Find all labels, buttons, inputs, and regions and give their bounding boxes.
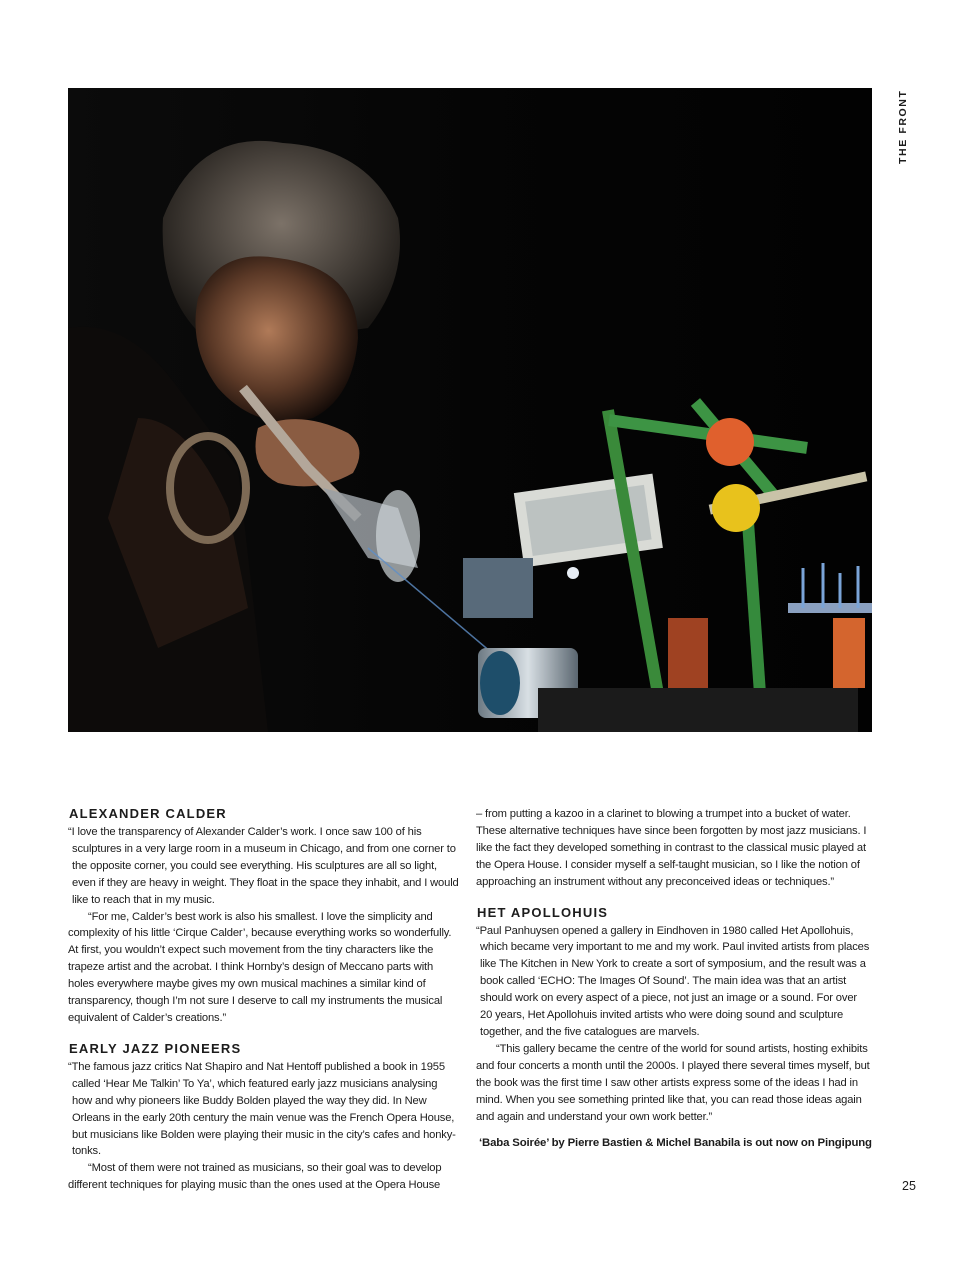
- release-credit: ‘Baba Soirée’ by Pierre Bastien & Michel Banabila is out now on Pingipung: [479, 1137, 872, 1150]
- page-number: 25: [902, 1179, 916, 1193]
- jazz-paragraph-1: “The famous jazz critics Nat Shapiro and Nat Hentoff published a book in 1955 called ‘Hear Me Talkin’ To Ya’, which featured early jazz musicians analysing how and why pioneers like Buddy Bolden played the way they did. In New Orleans in the early 20th century the main venue was the French Opera House, but musicians like Bolden were playing their music in the city’s cafes and honky-tonks.: [68, 1060, 456, 1158]
- section-label: THE FRONT: [897, 90, 909, 165]
- feature-photo: [68, 88, 872, 732]
- calder-paragraph-2: “For me, Calder’s best work is also his smallest. I love the simplicity and complexity of his little ‘Cirque Calder’, because everything works so wonderfully. At first, you wouldn’t expect such movement from the tiny characters like the trapeze artist and the acrobat. I think Hornby’s design of Meccano parts with holes everywhere maybe gives my own musical machines a similar kind of transparency, though I’m not sure I deserve to call my instruments the musical equivalent of Calder’s creations.”: [68, 910, 452, 1024]
- column-right: [476, 806, 872, 1152]
- photo-illustration: [68, 88, 872, 732]
- apollohuis-paragraph-1: “Paul Panhuysen opened a gallery in Eindhoven in 1980 called Het Apollohuis, which became very important to me and my work. Paul invited artists from places like The Kitchen in New York to create a sort of symposium, and the result was a book called ‘ECHO: The Images Of Sound’. The main idea was that an artist should work on every aspect of a piece, not just an image or a sound. For over 20 years, Het Apollohuis invited artists who were doing sound and sculpture together, and the five catalogues are marvels.: [476, 924, 870, 1038]
- apollohuis-paragraph-2: “This gallery became the centre of the world for sound artists, hosting exhibits and four concerts a month until the 2000s. I played there several times myself, but the book was the first time I saw other artists express some of the ideas I had in mind. When you see something printed like that, you can read those ideas again and again and understand your own work better.”: [476, 1042, 870, 1123]
- heading-alexander-calder: ALEXANDER CALDER: [69, 806, 227, 821]
- jazz-paragraph-2-continued: – from putting a kazoo in a clarinet to blowing a trumpet into a bucket of water. These alternative techniques have since been forgotten by most jazz musicians. I like the fact they developed something in contrast to the classical music played at the Opera House. I consider myself a self-taught musician, so I like the notion of approaching an instrument without any preconceived ideas or techniques.”: [476, 808, 867, 888]
- heading-het-apollohuis: HET APOLLOHUIS: [477, 904, 609, 920]
- column-left: [68, 806, 460, 1194]
- calder-paragraph-1: “I love the transparency of Alexander Calder’s work. I once saw 100 of his sculptures in a very large room in a museum in Chicago, and from one corner to the opposite corner, you could see everything. His sculptures are all so light, even if they are heavy in weight. They float in the space they inhabit, and I would like to reach that in my music.: [68, 826, 459, 906]
- heading-early-jazz-pioneers: EARLY JAZZ PIONEERS: [69, 1040, 242, 1056]
- jazz-paragraph-2: “Most of them were not trained as musicians, so their goal was to develop different techniques for playing music than the ones used at the Opera House: [68, 1162, 442, 1192]
